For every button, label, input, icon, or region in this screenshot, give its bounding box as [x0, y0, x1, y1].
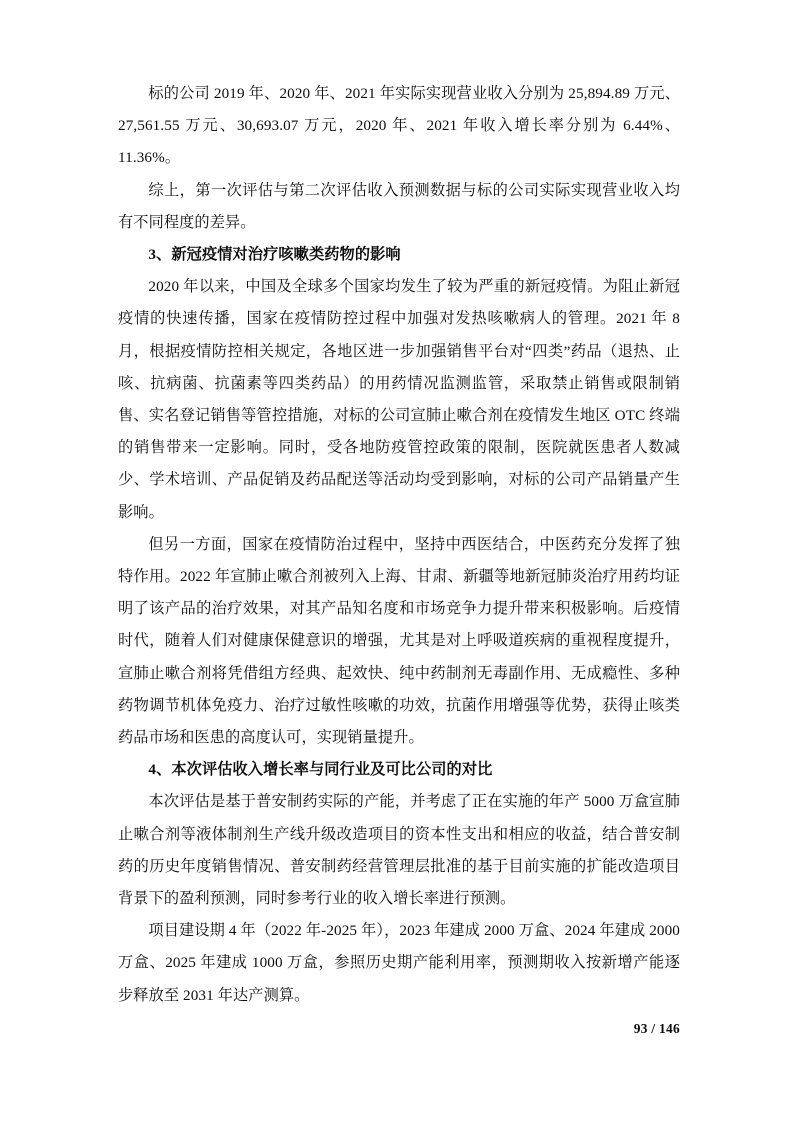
- section-heading: 4、本次评估收入增长率与同行业及可比公司的对比: [148, 761, 493, 779]
- paragraph: 项目建设期 4 年（2022 年-2025 年），2023 年建成 2000 万盒、2024 年建成 2000 万盒、2025 年建成 1000 万盒，参照历史期产能利用率，预测期收入按新增产能逐步释放至 2031 年达产测算。: [118, 922, 680, 1004]
- section-heading: 3、新冠疫情对治疗咳嗽类药物的影响: [148, 246, 401, 264]
- page-body-text: [118, 78, 680, 1012]
- paragraph: 综上，第一次评估与第二次评估收入预测数据与标的公司实际实现营业收入均有不同程度的差异。: [118, 181, 680, 231]
- page-number: 93 / 146: [633, 1021, 680, 1036]
- paragraph: 2020 年以来，中国及全球多个国家均发生了较为严重的新冠疫情。为阻止新冠疫情的快速传播，国家在疫情防控过程中加强对发热咳嗽病人的管理。2021 年 8 月，根据疫情防控相关规定，各地区进一步加强销售平台对“四类”药品（退热、止咳、抗病菌、抗菌素等四类药品）的用药情况监测监管，采取禁止销售或限制销售、实名登记销售等管控措施，对标的公司宣肺止嗽合剂在疫情发生地区 OTC 终端的销售带来一定影响。同时，受各地防疫管控政策的限制，医院就医患者人数减少、学术培训、产品促销及药品配送等活动均受到影响，对标的公司产品销量产生影响。: [118, 278, 680, 521]
- paragraph: 标的公司 2019 年、2020 年、2021 年实际实现营业收入分别为 25,894.89 万元、27,561.55 万元、30,693.07 万元，2020 年、2021 年收入增长率分别为 6.44%、11.36%。: [118, 85, 680, 167]
- paragraph: 但另一方面，国家在疫情防治过程中，坚持中西医结合，中医药充分发挥了独特作用。2022 年宣肺止嗽合剂被列入上海、甘肃、新疆等地新冠肺炎治疗用药均证明了该产品的治疗效果，对其产品知名度和市场竞争力提升带来积极影响。后疫情时代，随着人们对健康保健意识的增强，尤其是对上呼吸道疾病的重视程度提升，宣肺止嗽合剂将凭借组方经典、起效快、纯中药制剂无毒副作用、无成瘾性、多种药物调节机体免疫力、治疗过敏性咳嗽的功效，抗菌作用增强等优势，获得止咳类药品市场和医患的高度认可，实现销量提升。: [118, 535, 680, 747]
- paragraph: 本次评估是基于普安制药实际的产能，并考虑了正在实施的年产 5000 万盒宣肺止嗽合剂等液体制剂生产线升级改造项目的资本性支出和相应的收益，结合普安制药的历史年度销售情况、普安制药经营管理层批准的基于目前实施的扩能改造项目背景下的盈利预测，同时参考行业的收入增长率进行预测。: [118, 793, 680, 908]
